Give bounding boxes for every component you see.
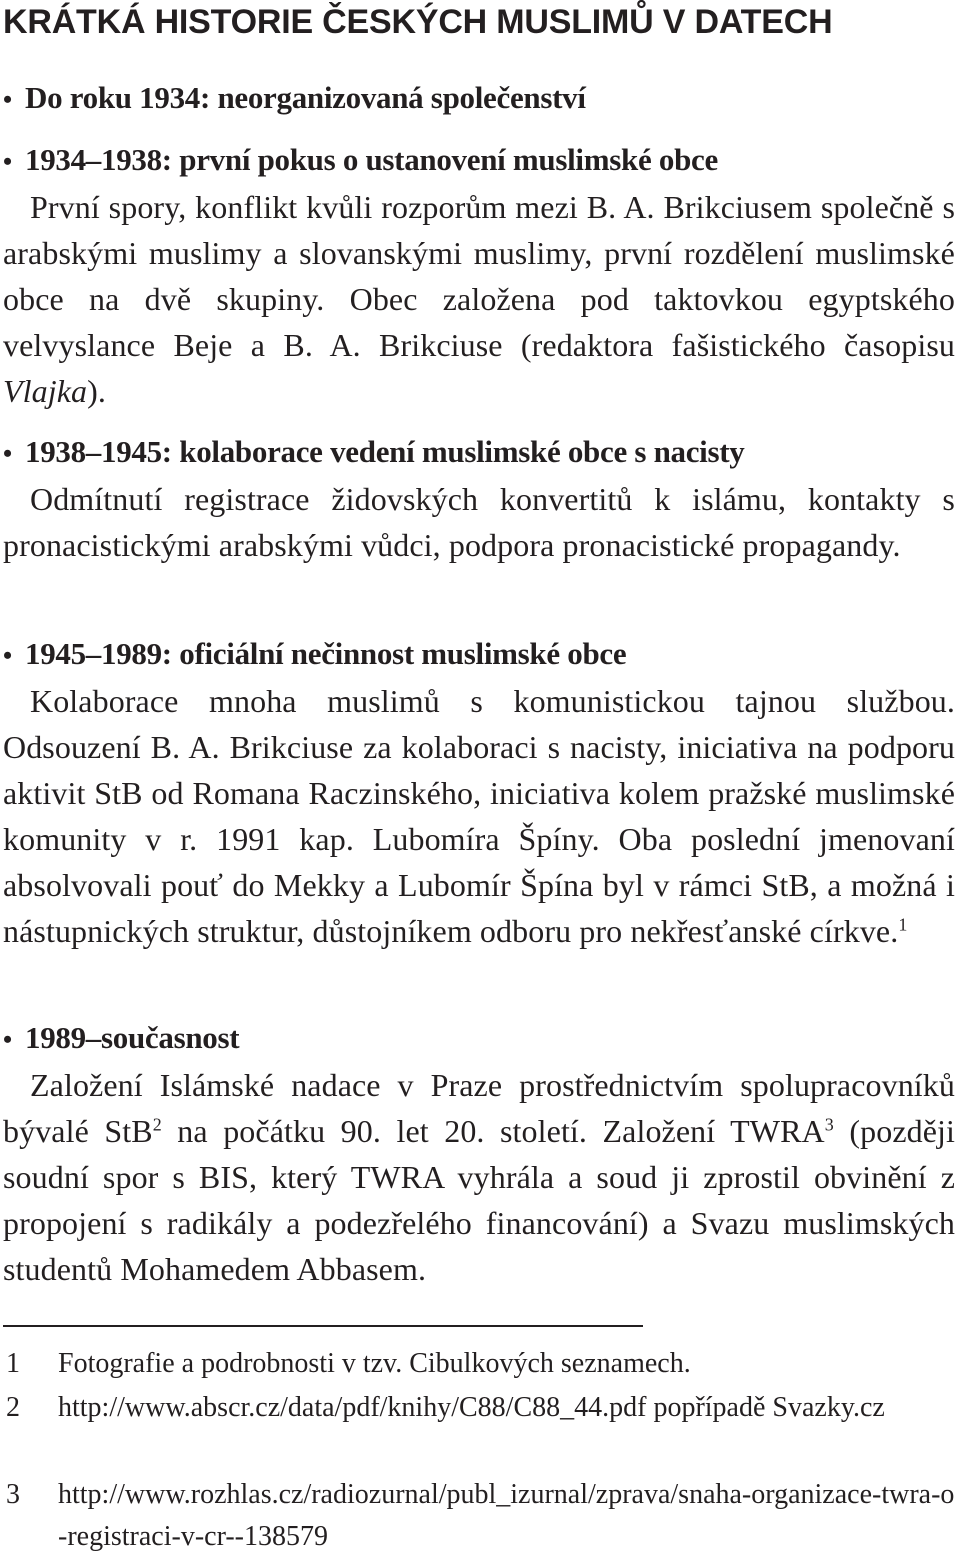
section-heading: • 1938–1945: kolaborace vedení muslimské obce s nacisty xyxy=(3,430,955,476)
section-text: První spory, konflikt kvůli rozporům mezi B. A. Brikciusem společně s arabskými muslimy a slovanskými muslimy, první rozdělení muslimské obce na dvě skupiny. Obec založena pod taktovkou egyptského velvyslance Beje a B. A. Brikciuse (redaktora fašistického časopisu Vlajka). xyxy=(3,189,955,409)
footnote-ref[interactable]: 1 xyxy=(898,914,908,935)
section-heading: • 1934–1938: první pokus o ustanovení muslimské obce xyxy=(3,138,955,184)
footnote-2 xyxy=(3,1387,955,1429)
bullet-icon: • xyxy=(3,439,12,468)
bullet-icon: • xyxy=(3,641,12,670)
footnote-number: 2 xyxy=(6,1392,20,1423)
bullet-icon: • xyxy=(3,147,12,176)
section-1934-1938 xyxy=(3,138,955,414)
section-heading: • 1989–současnost xyxy=(3,1016,955,1062)
section-do-roku-1934 xyxy=(3,76,955,122)
section-text: Kolaborace mnoha muslimů s komunistickou tajnou službou. Odsouzení B. A. Brikciuse za kolaboraci s nacisty, iniciativa na podporu aktivit StB od Romana Raczinského, iniciativa kolem pražské muslimské komunity v r. 1991 kap. Lubomíra Špíny. Oba poslední jmenovaní absolvovali pouť do Mekky a Lubomír Špína byl v rámci StB, a možná i nástupnických struktur, důstojníkem odboru pro nekřesťanské církve.$^1$ xyxy=(3,683,955,949)
section-1938-1945 xyxy=(3,430,955,568)
bullet-icon: • xyxy=(3,85,12,114)
section-heading: • 1945–1989: oficiální nečinnost muslimské obce xyxy=(3,632,955,678)
footnote-text[interactable]: http://www.abscr.cz/data/pdf/knihy/C88/C88_44.pdf popřípadě Svazky.cz xyxy=(58,1392,885,1423)
bullet-icon: • xyxy=(3,1025,12,1054)
section-text: Odmítnutí registrace židovských konvertitů k islámu, kontakty s pronacistickými arabskými vůdci, podpora pronacistické propagandy. xyxy=(3,481,955,563)
footnote-ref[interactable]: 2 xyxy=(152,1114,162,1135)
footnote-ref[interactable]: 3 xyxy=(824,1114,834,1135)
footnote-text[interactable]: http://www.rozhlas.cz/radiozurnal/publ_izurnal/zprava/snaha-organizace-twra-o-registraci-v-cr--138579 xyxy=(58,1479,955,1552)
footnote-number: 3 xyxy=(6,1479,20,1510)
footnote-1 xyxy=(3,1343,955,1385)
section-1945-1989 xyxy=(3,632,955,954)
section-1989-soucasnost xyxy=(3,1016,955,1292)
footnote-text: Fotografie a podrobnosti v tzv. Cibulkových seznamech. xyxy=(58,1348,691,1379)
footnote-divider xyxy=(3,1325,643,1327)
magazine-name: Vlajka xyxy=(3,373,88,409)
footnote-number: 1 xyxy=(6,1348,20,1379)
footnote-3 xyxy=(3,1474,955,1558)
section-heading: • Do roku 1934: neorganizovaná společenství xyxy=(3,76,955,122)
page-title: KRÁTKÁ HISTORIE ČESKÝCH MUSLIMŮ V DATECH xyxy=(3,3,833,41)
section-text: Založení Islámské nadace v Praze prostřednictvím spolupracovníků bývalé StB$^2$ na počátku 90. let 20. století. Založení TWRA$^3$ (později soudní spor s BIS, který TWRA vyhrála a soud ji zprostil obvinění z propojení s radikály a podezřelého financování) a Svazu muslimských studentů Mohamedem Abbasem. xyxy=(3,1067,956,1287)
